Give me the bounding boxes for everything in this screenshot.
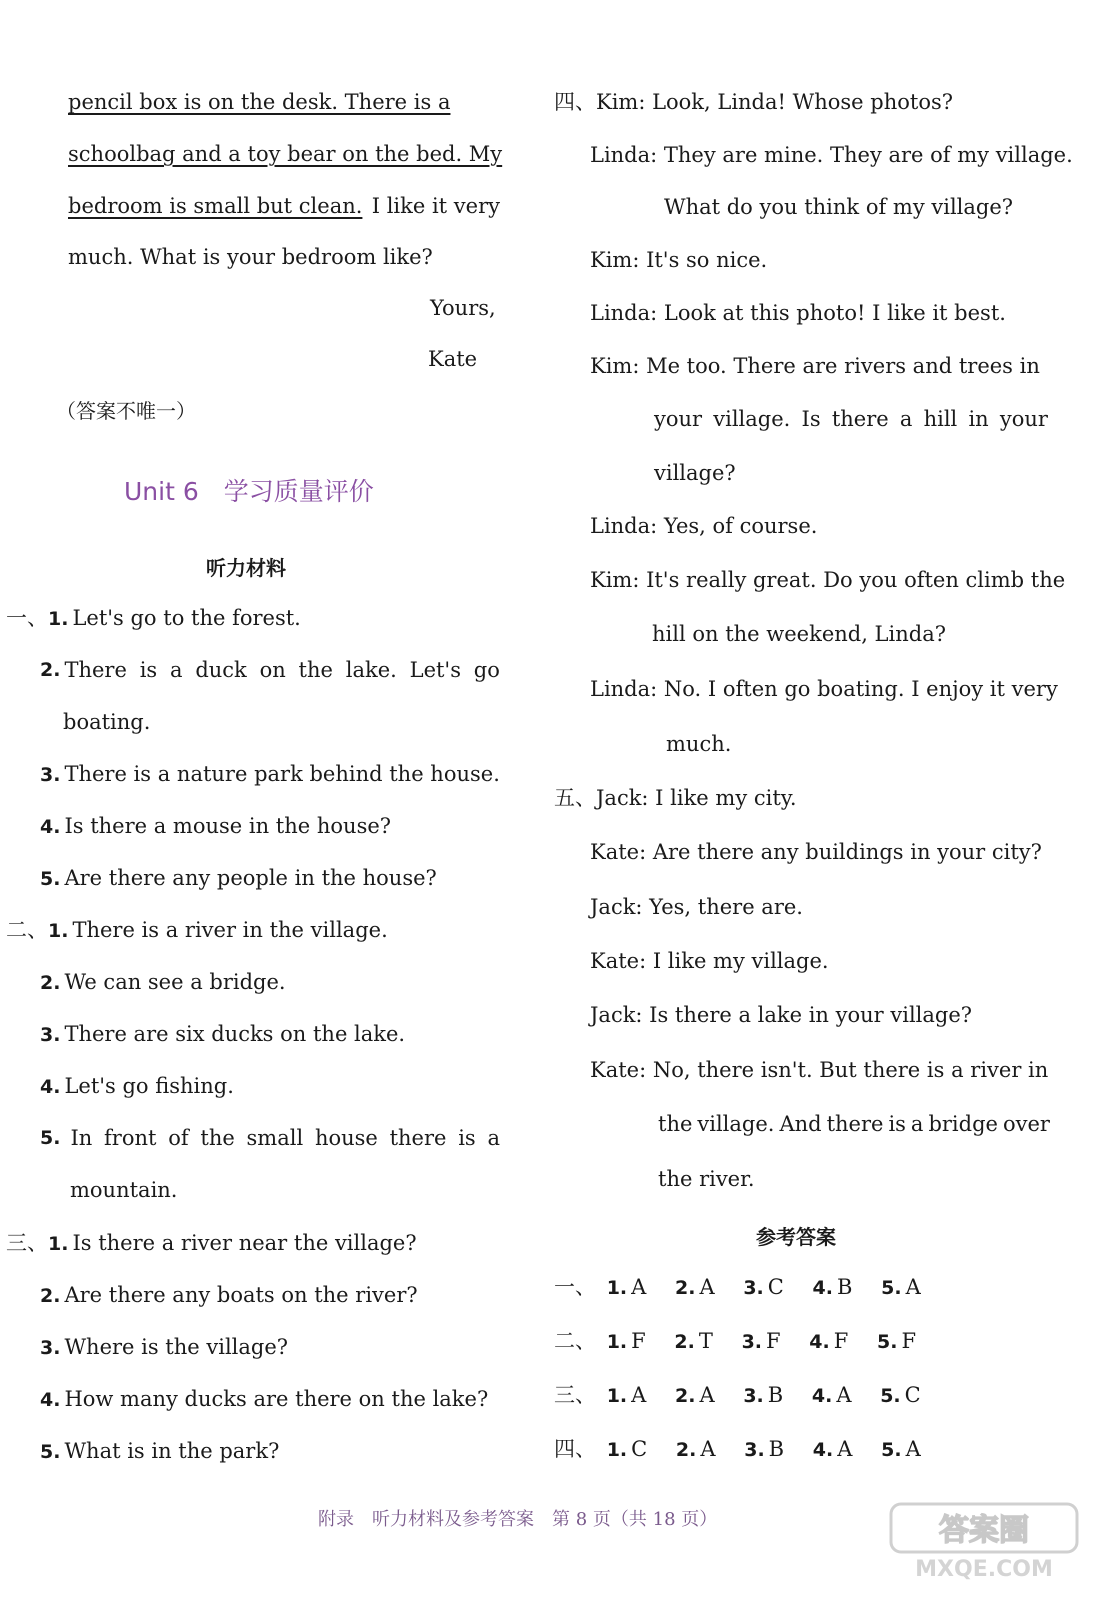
letter-line-1 bbox=[68, 88, 500, 116]
part4-line-8: village? bbox=[654, 461, 736, 485]
part5-line-2: Kate: Are there any buildings in your city? bbox=[590, 840, 1042, 864]
item-number: 1. bbox=[48, 608, 69, 630]
part4-line-9: Linda: Yes, of course. bbox=[590, 514, 818, 538]
part2-item-1 bbox=[6, 916, 388, 945]
part3-item-3 bbox=[40, 1333, 288, 1362]
part1-item-5 bbox=[40, 864, 437, 893]
item-number: 3. bbox=[40, 764, 61, 786]
part5-line-4: Kate: I like my village. bbox=[590, 949, 829, 973]
part2-item-5 bbox=[40, 1124, 500, 1152]
part5-line-3: Jack: Yes, there are. bbox=[590, 895, 803, 919]
answer-item: 1. C bbox=[606, 1437, 648, 1461]
answer-item: 2. T bbox=[674, 1329, 713, 1353]
answers-heading: 参考答案 bbox=[756, 1225, 836, 1249]
part4-line-2: Linda: They are mine. They are of my village. bbox=[590, 143, 1073, 167]
item-text: Are there any people in the house? bbox=[64, 866, 437, 890]
answer-row-2 bbox=[554, 1327, 938, 1356]
letter-line-3 bbox=[68, 192, 500, 220]
letter-text-3a: bedroom is small but clean. bbox=[68, 194, 363, 218]
answer-item: 2. A bbox=[675, 1437, 716, 1461]
watermark-bottom-text: MXQE.COM bbox=[915, 1557, 1053, 1582]
letter-text-3b: I like it very bbox=[371, 194, 500, 218]
item-number: 1. bbox=[48, 1233, 69, 1255]
item-text: There is a nature park behind the house. bbox=[64, 762, 500, 786]
item-number: 5. bbox=[40, 1441, 61, 1463]
item-number: 4. bbox=[40, 1076, 61, 1098]
part5-label: 五、 bbox=[554, 786, 596, 810]
part4-line-4: Kim: It's so nice. bbox=[590, 248, 768, 272]
answer-row-1 bbox=[554, 1273, 943, 1302]
answer-row-label: 一、 bbox=[554, 1275, 596, 1299]
part4-line-3: What do you think of my village? bbox=[664, 195, 1014, 219]
item-text: There are six ducks on the lake. bbox=[64, 1022, 406, 1046]
answer-item: 3. C bbox=[743, 1275, 784, 1299]
part1-item-2 bbox=[40, 656, 500, 684]
listening-heading: 听力材料 bbox=[206, 556, 286, 580]
item-text-justified: There is a duck on the lake. Let's go bbox=[64, 658, 500, 682]
answer-item: 3. F bbox=[741, 1329, 781, 1353]
answer-item: 5. F bbox=[877, 1329, 917, 1353]
letter-text-2: schoolbag and a toy bear on the bed. My bbox=[68, 142, 503, 166]
part5-line-6: Kate: No, there isn't. But there is a river in bbox=[590, 1058, 1049, 1082]
answer-item: 3. B bbox=[744, 1437, 785, 1461]
item-text: Is there a river near the village? bbox=[72, 1231, 417, 1255]
answer-item: 4. A bbox=[811, 1383, 852, 1407]
answer-item: 1. A bbox=[606, 1275, 647, 1299]
answer-item: 5. A bbox=[881, 1437, 921, 1461]
part3-item-1 bbox=[6, 1229, 417, 1258]
item-number: 2. bbox=[40, 1285, 61, 1307]
item-number: 2. bbox=[40, 972, 61, 994]
item-number: 1. bbox=[48, 920, 69, 942]
letter-closing: Yours, bbox=[430, 296, 496, 320]
dialogue-text: Kim: Look, Linda! Whose photos? bbox=[596, 90, 953, 114]
part4-line-6: Kim: Me too. There are rivers and trees in bbox=[590, 354, 1040, 378]
item-number: 4. bbox=[40, 1389, 61, 1411]
page-footer: 附录 听力材料及参考答案 第 8 页（共 18 页） bbox=[318, 1509, 718, 1530]
answer-item: 1. F bbox=[606, 1329, 646, 1353]
item-number: 2. bbox=[40, 659, 61, 681]
watermark-top-text: 答案圈 bbox=[939, 1513, 1029, 1548]
part4-line-10: Kim: It's really great. Do you often climb the bbox=[590, 568, 1066, 592]
part3-item-4 bbox=[40, 1385, 488, 1414]
part1-label: 一、 bbox=[6, 606, 48, 630]
item-number: 3. bbox=[40, 1337, 61, 1359]
answer-item: 4. F bbox=[809, 1329, 849, 1353]
dialogue-text: Jack: I like my city. bbox=[596, 786, 797, 810]
answer-item: 4. B bbox=[812, 1275, 853, 1299]
part1-item-4 bbox=[40, 812, 391, 841]
answer-item: 5. A bbox=[881, 1275, 921, 1299]
part4-line-12: Linda: No. I often go boating. I enjoy it very bbox=[590, 677, 1058, 701]
answer-row-label: 三、 bbox=[554, 1383, 596, 1407]
item-text-justified: In front of the small house there is a bbox=[70, 1126, 500, 1150]
answer-item: 3. B bbox=[743, 1383, 784, 1407]
item-text: Is there a mouse in the house? bbox=[64, 814, 392, 838]
part3-label: 三、 bbox=[6, 1231, 48, 1255]
item-text: Are there any boats on the river? bbox=[64, 1283, 418, 1307]
answer-row-4 bbox=[554, 1435, 943, 1464]
answer-row-3 bbox=[554, 1381, 943, 1410]
part2-item-5-cont: mountain. bbox=[70, 1178, 178, 1202]
item-number: 3. bbox=[40, 1024, 61, 1046]
unit-title: Unit 6 学习质量评价 bbox=[124, 477, 374, 506]
item-number: 4. bbox=[40, 816, 61, 838]
part5-line-8: the river. bbox=[658, 1167, 755, 1191]
part5-line-5: Jack: Is there a lake in your village? bbox=[590, 1003, 973, 1027]
letter-line-2 bbox=[68, 140, 503, 168]
item-text: Where is the village? bbox=[64, 1335, 289, 1359]
item-number: 5. bbox=[40, 868, 61, 890]
part1-item-1 bbox=[6, 604, 301, 633]
part4-line-5: Linda: Look at this photo! I like it best. bbox=[590, 301, 1006, 325]
item-number: 5. bbox=[40, 1127, 61, 1149]
answer-note: （答案不唯一） bbox=[56, 399, 196, 423]
part3-item-5 bbox=[40, 1437, 279, 1466]
answer-item: 1. A bbox=[606, 1383, 647, 1407]
answer-item: 4. A bbox=[812, 1437, 853, 1461]
part2-label: 二、 bbox=[6, 918, 48, 942]
answer-row-label: 二、 bbox=[554, 1329, 596, 1353]
part4-line-13: much. bbox=[666, 732, 732, 756]
item-text: How many ducks are there on the lake? bbox=[64, 1387, 489, 1411]
part1-item-2-cont: boating. bbox=[63, 710, 151, 734]
part2-item-3 bbox=[40, 1020, 405, 1049]
part4-label: 四、 bbox=[554, 90, 596, 114]
item-text: What is in the park? bbox=[64, 1439, 280, 1463]
answer-item: 2. A bbox=[675, 1383, 715, 1407]
part1-item-3 bbox=[40, 760, 500, 789]
part2-item-2 bbox=[40, 968, 286, 997]
watermark-logo bbox=[889, 1502, 1079, 1582]
part2-item-4 bbox=[40, 1072, 234, 1101]
part4-line-1 bbox=[554, 88, 953, 116]
part5-line-7: the village. And there is a bridge over bbox=[658, 1112, 1050, 1136]
part4-line-7: your village. Is there a hill in your bbox=[654, 407, 1048, 431]
answer-row-label: 四、 bbox=[554, 1437, 596, 1461]
answer-item: 2. A bbox=[675, 1275, 715, 1299]
part4-line-11: hill on the weekend, Linda? bbox=[652, 622, 946, 646]
answer-item: 5. C bbox=[880, 1383, 921, 1407]
item-text: Let's go to the forest. bbox=[72, 606, 301, 630]
letter-line-4: much. What is your bedroom like? bbox=[68, 245, 433, 269]
letter-text-1: pencil box is on the desk. There is a bbox=[68, 90, 451, 114]
item-text: Let's go fishing. bbox=[64, 1074, 234, 1098]
part5-line-1 bbox=[554, 784, 797, 812]
part3-item-2 bbox=[40, 1281, 418, 1310]
item-text: There is a river in the village. bbox=[72, 918, 388, 942]
letter-signature: Kate bbox=[428, 347, 478, 371]
item-text: We can see a bridge. bbox=[64, 970, 286, 994]
